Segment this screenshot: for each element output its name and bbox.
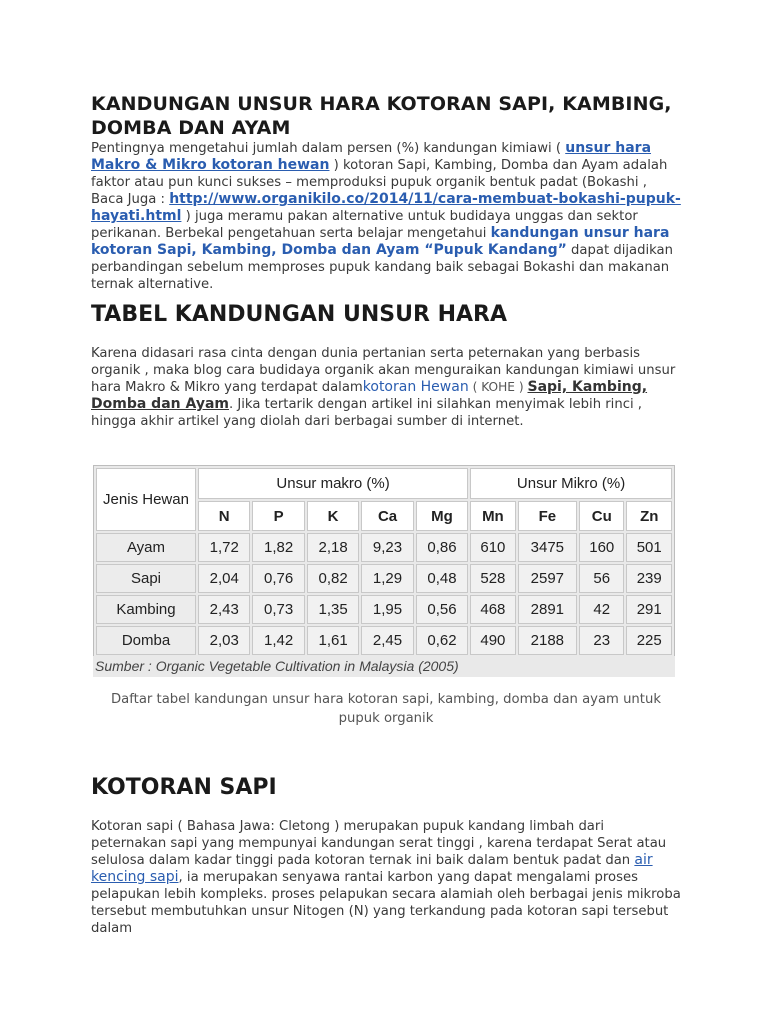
link-air-kencing-sapi[interactable]: air kencing sapi <box>91 852 653 885</box>
link-kotoran-hewan[interactable]: kotoran Hewan <box>362 379 469 395</box>
animal-cell: Sapi <box>96 564 196 593</box>
value-cell: 3475 <box>518 533 577 562</box>
nutrient-table <box>93 465 675 658</box>
value-cell: 2,43 <box>198 595 250 624</box>
link-bokashi-article[interactable]: http://www.organikilo.co/2014/11/cara-membuat-bokashi-pupuk-hayati.html <box>91 191 681 224</box>
header-unsur-makro: Unsur makro (%) <box>198 468 468 499</box>
column-header: Mn <box>470 501 515 531</box>
column-header: Fe <box>518 501 577 531</box>
column-header: Mg <box>416 501 468 531</box>
intro-text-1: Pentingnya mengetahui jumlah dalam persen (%) kandungan kimiawi ( <box>91 141 566 156</box>
link-kandungan-unsur-hara[interactable]: kandungan unsur hara kotoran Sapi, Kambing, Domba dan Ayam “Pupuk Kandang” <box>91 225 670 258</box>
value-cell: 2597 <box>518 564 577 593</box>
section-heading-sapi: KOTORAN SAPI <box>91 775 277 800</box>
value-cell: 501 <box>626 533 672 562</box>
value-cell: 2891 <box>518 595 577 624</box>
value-cell: 23 <box>579 626 624 655</box>
tabel-text-1: Karena didasari rasa cinta dengan dunia pertanian serta peternakan yang berbasis organik , maka blog cara budidaya organik akan menguraikan kandungan kimiawi unsur hara Makro & Mikro yang terdapat dalam <box>91 346 676 395</box>
value-cell: 0,62 <box>416 626 468 655</box>
value-cell: 0,73 <box>252 595 304 624</box>
value-cell: 56 <box>579 564 624 593</box>
tabel-paragraph <box>91 345 681 430</box>
link-sapi-kambing[interactable]: Sapi, Kambing, Domba dan Ayam <box>91 379 648 412</box>
value-cell: 2,45 <box>361 626 413 655</box>
value-cell: 2,04 <box>198 564 250 593</box>
value-cell: 1,29 <box>361 564 413 593</box>
section-heading-tabel: TABEL KANDUNGAN UNSUR HARA <box>91 302 507 327</box>
value-cell: 0,48 <box>416 564 468 593</box>
value-cell: 1,95 <box>361 595 413 624</box>
value-cell: 42 <box>579 595 624 624</box>
column-header: Ca <box>361 501 413 531</box>
value-cell: 9,23 <box>361 533 413 562</box>
value-cell: 0,56 <box>416 595 468 624</box>
intro-paragraph <box>91 140 681 293</box>
value-cell: 1,35 <box>307 595 359 624</box>
tabel-text-2: ( KOHE ) <box>468 380 528 394</box>
intro-text-3: ) juga meramu pakan alternative untuk budidaya unggas dan sektor perikanan. Berbekal pengetahuan serta belajar mengetahui <box>91 209 638 241</box>
value-cell: 468 <box>470 595 515 624</box>
header-jenis-hewan: Jenis Hewan <box>96 468 196 531</box>
animal-cell: Ayam <box>96 533 196 562</box>
value-cell: 160 <box>579 533 624 562</box>
value-cell: 1,82 <box>252 533 304 562</box>
value-cell: 528 <box>470 564 515 593</box>
value-cell: 0,82 <box>307 564 359 593</box>
tabel-text-3: . Jika tertarik dengan artikel ini silahkan menyimak lebih rinci , hingga akhir artikel yang diolah dari berbagai sumber di internet. <box>91 397 642 429</box>
table-row <box>96 626 672 655</box>
value-cell: 291 <box>626 595 672 624</box>
nutrient-table-image <box>93 465 675 677</box>
value-cell: 225 <box>626 626 672 655</box>
link-unsur-hara[interactable]: unsur hara Makro & Mikro kotoran hewan <box>91 140 652 173</box>
value-cell: 0,86 <box>416 533 468 562</box>
value-cell: 1,61 <box>307 626 359 655</box>
value-cell: 2188 <box>518 626 577 655</box>
sapi-paragraph <box>91 818 681 937</box>
column-header: N <box>198 501 250 531</box>
sapi-text-1: Kotoran sapi ( Bahasa Jawa: Cletong ) merupakan pupuk kandang limbah dari peternakan sapi yang mempunyai kandungan serat tinggi , karena terdapat Serat atau selulosa dalam kadar tinggi pada kotoran ternak ini baik dalam bentuk padat dan <box>91 819 667 868</box>
value-cell: 2,03 <box>198 626 250 655</box>
article-body <box>91 92 681 430</box>
sapi-text-2: , ia merupakan senyawa rantai karbon yang dapat mengalami proses pelapukan lebih kompleks. proses pelapukan secara alamiah oleh berbagai jenis mikroba tersebut membutuhkan unsur Nitogen (N) yang terkandung pada kotoran sapi tersebut dalam <box>91 870 681 936</box>
table-row <box>96 533 672 562</box>
intro-text-4: dapat dijadikan perbandingan sebelum memproses pupuk kandang baik sebagai Bokashi dan makanan ternak alternative. <box>91 243 673 292</box>
table-row <box>96 595 672 624</box>
table-caption: Daftar tabel kandungan unsur hara kotoran sapi, kambing, domba dan ayam untuk pupuk organik <box>111 692 661 726</box>
value-cell: 0,76 <box>252 564 304 593</box>
value-cell: 239 <box>626 564 672 593</box>
column-header: K <box>307 501 359 531</box>
article-title: KANDUNGAN UNSUR HARA KOTORAN SAPI, KAMBING, DOMBA DAN AYAM <box>91 93 672 139</box>
column-header: Zn <box>626 501 672 531</box>
header-unsur-mikro: Unsur Mikro (%) <box>470 468 672 499</box>
animal-cell: Kambing <box>96 595 196 624</box>
column-header: Cu <box>579 501 624 531</box>
column-header: P <box>252 501 304 531</box>
value-cell: 1,72 <box>198 533 250 562</box>
section-kotoran-sapi <box>91 774 681 937</box>
table-source: Sumber : Organic Vegetable Cultivation in Malaysia (2005) <box>93 656 675 677</box>
table-row <box>96 564 672 593</box>
value-cell: 1,42 <box>252 626 304 655</box>
animal-cell: Domba <box>96 626 196 655</box>
value-cell: 610 <box>470 533 515 562</box>
value-cell: 490 <box>470 626 515 655</box>
value-cell: 2,18 <box>307 533 359 562</box>
intro-text-2: ) kotoran Sapi, Kambing, Domba dan Ayam adalah faktor atau pun kunci sukses – memproduksi pupuk organik bentuk padat (Bokashi , Baca Juga : <box>91 158 668 207</box>
